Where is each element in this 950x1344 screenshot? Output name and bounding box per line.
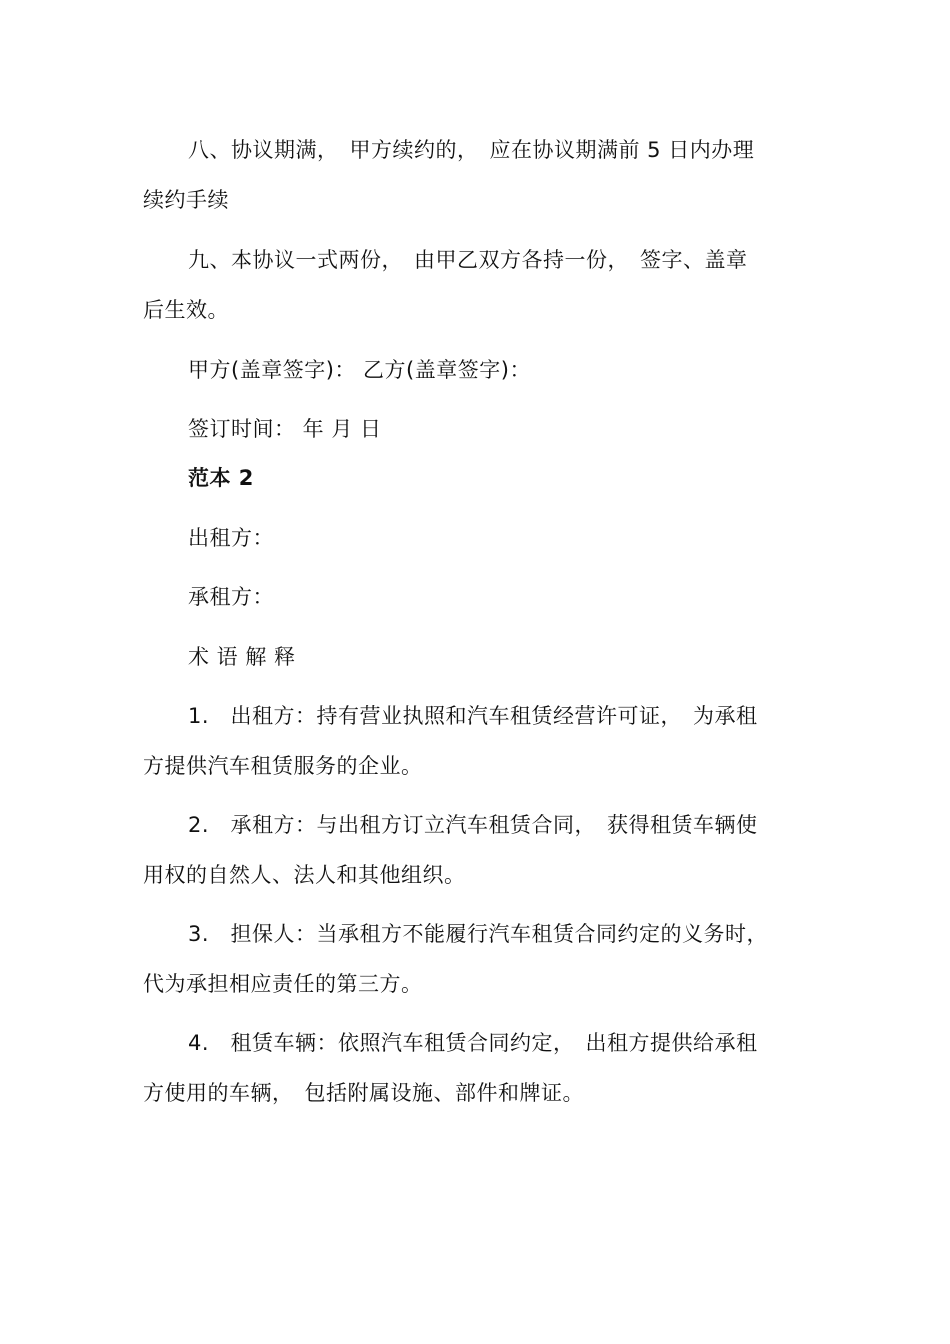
term-1-line-1: 1. 出租方：持有营业执照和汽车租赁经营许可证， 为承租 <box>188 704 758 728</box>
term-3-line-1: 3. 担保人：当承租方不能履行汽车租赁合同约定的义务时， <box>188 922 769 946</box>
lessee-label: 承租方： <box>188 585 274 609</box>
clause-9-line-2: 后生效。 <box>143 298 229 322</box>
lessor-label: 出租方： <box>188 526 274 550</box>
clause-9-line-1: 九、本协议一式两份， 由甲乙双方各持一份， 签字、盖章 <box>188 248 748 272</box>
terms-heading: 术 语 解 释 <box>188 645 296 669</box>
term-2-line-2: 用权的自然人、法人和其他组织。 <box>143 863 466 887</box>
term-3-line-2: 代为承担相应责任的第三方。 <box>143 972 423 996</box>
term-4-line-1: 4. 租赁车辆：依照汽车租赁合同约定， 出租方提供给承租 <box>188 1031 758 1055</box>
clause-8-line-1: 八、协议期满， 甲方续约的， 应在协议期满前 5 日内办理 <box>188 138 755 162</box>
term-4-line-2: 方使用的车辆， 包括附属设施、部件和牌证。 <box>143 1081 584 1105</box>
template-2-heading: 范本 2 <box>188 466 254 490</box>
clause-8-line-2: 续约手续 <box>143 188 229 212</box>
signing-date-line: 签订时间： 年 月 日 <box>188 417 382 441</box>
signature-line: 甲方(盖章签字)： 乙方(盖章签字)： <box>188 358 531 382</box>
term-2-line-1: 2. 承租方：与出租方订立汽车租赁合同， 获得租赁车辆使 <box>188 813 758 837</box>
term-1-line-2: 方提供汽车租赁服务的企业。 <box>143 754 423 778</box>
